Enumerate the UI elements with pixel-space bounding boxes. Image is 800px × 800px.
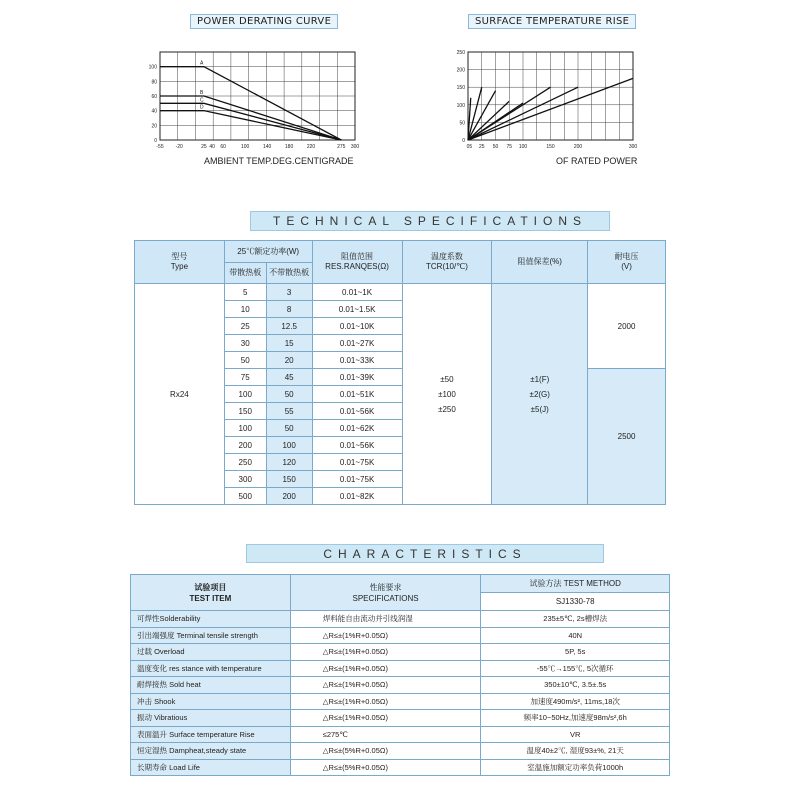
x-tick-label: 150 xyxy=(546,144,555,150)
derating-chart xyxy=(140,50,360,164)
x-tick-label: 75 xyxy=(506,144,513,150)
characteristics-row xyxy=(131,644,670,661)
test-method: 235±5℃, 2s槽焊法 xyxy=(481,611,670,628)
specification: △R≤±(1%R+0.05Ω) xyxy=(290,710,481,727)
specification: ≤275℃ xyxy=(290,726,481,743)
power-with-sink: 30 xyxy=(224,335,266,352)
characteristics-row xyxy=(131,710,670,727)
test-method: -55℃→155℃, 5次循环 xyxy=(481,660,670,677)
tcr-header: 温度系数 TCR(10/℃) xyxy=(402,241,492,284)
power-with-sink: 300 xyxy=(224,471,266,488)
characteristics-row xyxy=(131,693,670,710)
rise-chart xyxy=(440,50,660,164)
power-without-sink: 50 xyxy=(266,420,312,437)
test-method: 5P, 5s xyxy=(481,644,670,661)
y-tick-label: 40 xyxy=(151,108,157,115)
specification: △R≤±(1%R+0.05Ω) xyxy=(290,660,481,677)
series-line-s4 xyxy=(468,101,509,140)
resistance-range: 0.01~33K xyxy=(312,352,402,369)
power-without-sink: 120 xyxy=(266,454,312,471)
power-without-sink: 150 xyxy=(266,471,312,488)
test-method: 加速度490m/s², 11ms,18次 xyxy=(481,693,670,710)
specification: △R≤±(1%R+0.05Ω) xyxy=(290,627,481,644)
specification: △R≤±(1%R+0.05Ω) xyxy=(290,693,481,710)
power-without-sink: 12.5 xyxy=(266,318,312,335)
y-tick-label: 80 xyxy=(151,79,157,86)
power-without-sink: 15 xyxy=(266,335,312,352)
voltage-2000: 2000 xyxy=(588,284,666,369)
voltage-header: 耐电压 (V) xyxy=(588,241,666,284)
resistance-range: 0.01~62K xyxy=(312,420,402,437)
y-tick-label: 50 xyxy=(459,120,465,127)
specification: 焊料能自由流动并引线润湿 xyxy=(290,611,481,628)
y-tick-label: 100 xyxy=(456,102,465,109)
characteristics-row xyxy=(131,726,670,743)
x-tick-label: 275 xyxy=(337,144,346,150)
test-item-header: 试验项目 TEST ITEM xyxy=(131,575,291,611)
test-item: 表面温升 Surface temperature Rise xyxy=(131,726,291,743)
power-with-sink: 100 xyxy=(224,386,266,403)
power-header: 25℃额定功率(W) xyxy=(224,241,312,263)
power-without-sink: 20 xyxy=(266,352,312,369)
characteristics-row xyxy=(131,759,670,776)
derating-chart-svg xyxy=(140,50,360,160)
power-with-sink: 10 xyxy=(224,301,266,318)
test-method: VR xyxy=(481,726,670,743)
rise-chart-svg xyxy=(440,50,660,160)
test-item: 恒定湿热 Dampheat,steady state xyxy=(131,743,291,760)
x-tick-label: 40 xyxy=(209,144,215,150)
specifications-header: 性能要求 SPECIFICATIONS xyxy=(290,575,481,611)
range-header: 阻值范围 RES.RANQES(Ω) xyxy=(312,241,402,284)
test-item: 可焊性Solderability xyxy=(131,611,291,628)
x-tick-label: 200 xyxy=(573,144,583,150)
x-tick-label: 220 xyxy=(306,144,316,150)
test-item: 温度变化 res stance with temperature xyxy=(131,660,291,677)
spec-row xyxy=(135,284,666,301)
specification: △R≤±(1%R+0.05Ω) xyxy=(290,644,481,661)
series-label-D: D xyxy=(199,104,204,111)
x-tick-label: 50 xyxy=(492,144,499,150)
y-tick-label: 200 xyxy=(456,67,465,74)
voltage-2500: 2500 xyxy=(588,369,666,505)
power-with-sink: 100 xyxy=(224,420,266,437)
standard-header: SJ1330-78 xyxy=(481,593,670,611)
power-with-sink: 250 xyxy=(224,454,266,471)
x-tick-label: -20 xyxy=(175,144,183,150)
power-with-sink: 150 xyxy=(224,403,266,420)
x-tick-label: 25 xyxy=(478,144,485,150)
test-item: 过载 Overload xyxy=(131,644,291,661)
power-without-sink: 100 xyxy=(266,437,312,454)
y-tick-label: 20 xyxy=(151,123,157,130)
test-item: 长期寿命 Load Life xyxy=(131,759,291,776)
resistance-range: 0.01~56K xyxy=(312,437,402,454)
specification: △R≤±(5%R+0.05Ω) xyxy=(290,743,481,760)
type-value: Rx24 xyxy=(135,284,225,505)
test-item: 耐焊接热 Sold heat xyxy=(131,677,291,694)
power-without-sink: 8 xyxy=(266,301,312,318)
y-tick-label: 100 xyxy=(148,64,157,71)
y-tick-label: 60 xyxy=(151,94,157,100)
resistance-range: 0.01~10K xyxy=(312,318,402,335)
without-sink-header: 不带散热板 xyxy=(266,263,312,284)
characteristics-row xyxy=(131,743,670,760)
x-tick-label: 300 xyxy=(350,144,360,150)
series-label-A: A xyxy=(199,60,204,67)
x-tick-label: 100 xyxy=(518,144,528,150)
resistance-range: 0.01~39K xyxy=(312,369,402,386)
specification: △R≤±(1%R+0.05Ω) xyxy=(290,677,481,694)
power-with-sink: 5 xyxy=(224,284,266,301)
characteristics-row xyxy=(131,611,670,628)
series-label-B: B xyxy=(199,90,204,96)
power-with-sink: 75 xyxy=(224,369,266,386)
test-method: 350±10℃, 3.5±.5s xyxy=(481,677,670,694)
test-item: 振动 Vibratious xyxy=(131,710,291,727)
tcr-values: ±50 ±100 ±250 xyxy=(402,284,492,505)
power-with-sink: 200 xyxy=(224,437,266,454)
resistance-range: 0.01~56K xyxy=(312,403,402,420)
rise-x-caption: OF RATED POWER xyxy=(556,156,638,166)
test-method: 温度40±2℃, 湿度93±%, 21天 xyxy=(481,743,670,760)
y-tick-label: 0 xyxy=(154,138,157,144)
characteristics-banner: CHARACTERISTICS xyxy=(246,544,604,563)
test-item: 冲击 Shook xyxy=(131,693,291,710)
tech-spec-banner: TECHNICAL SPECIFICATIONS xyxy=(250,211,610,231)
x-tick-label: 60 xyxy=(220,144,226,150)
y-tick-label: 150 xyxy=(456,85,465,92)
characteristics-row xyxy=(131,627,670,644)
power-with-sink: 500 xyxy=(224,488,266,505)
power-without-sink: 55 xyxy=(266,403,312,420)
resistance-range: 0.01~27K xyxy=(312,335,402,352)
specification: △R≤±(5%R+0.05Ω) xyxy=(290,759,481,776)
resistance-range: 0.01~82K xyxy=(312,488,402,505)
series-label-C: C xyxy=(199,97,204,104)
characteristics-table xyxy=(130,574,670,776)
resistance-range: 0.01~1.5K xyxy=(312,301,402,318)
power-without-sink: 200 xyxy=(266,488,312,505)
characteristics-row xyxy=(131,660,670,677)
tech-spec-table xyxy=(134,240,666,505)
x-tick-label: 5 xyxy=(469,144,473,150)
x-tick-label: -55 xyxy=(156,144,164,150)
derating-x-caption: AMBIENT TEMP.DEG.CENTIGRADE xyxy=(204,156,354,166)
resistance-range: 0.01~75K xyxy=(312,471,402,488)
test-method: 40N xyxy=(481,627,670,644)
derating-chart-title: POWER DERATING CURVE xyxy=(190,14,338,29)
power-without-sink: 50 xyxy=(266,386,312,403)
with-sink-header: 带散热板 xyxy=(224,263,266,284)
power-with-sink: 50 xyxy=(224,352,266,369)
power-without-sink: 45 xyxy=(266,369,312,386)
x-tick-label: 180 xyxy=(284,144,294,150)
characteristics-row xyxy=(131,677,670,694)
test-method: 室温施加额定功率负荷1000h xyxy=(481,759,670,776)
x-tick-label: 300 xyxy=(628,144,638,150)
type-header: 型号 Type xyxy=(135,241,225,284)
tolerance-header: 阻值保差(%) xyxy=(492,241,588,284)
y-tick-label: 250 xyxy=(456,50,465,56)
power-without-sink: 3 xyxy=(266,284,312,301)
test-item: 引出端强度 Terminal tensile strength xyxy=(131,627,291,644)
x-tick-label: 100 xyxy=(240,144,250,150)
x-tick-label: 140 xyxy=(262,144,272,150)
tolerance-values: ±1(F) ±2(G) ±5(J) xyxy=(492,284,588,505)
power-with-sink: 25 xyxy=(224,318,266,335)
resistance-range: 0.01~1K xyxy=(312,284,402,301)
rise-chart-title: SURFACE TEMPERATURE RISE xyxy=(468,14,636,29)
x-tick-label: 25 xyxy=(201,144,207,150)
resistance-range: 0.01~75K xyxy=(312,454,402,471)
test-method-header: 试验方法 TEST METHOD xyxy=(481,575,670,593)
x-tick-label: 0 xyxy=(466,144,470,150)
resistance-range: 0.01~51K xyxy=(312,386,402,403)
y-tick-label: 0 xyxy=(462,138,465,144)
test-method: 频率10~50Hz,加速度98m/s²,6h xyxy=(481,710,670,727)
